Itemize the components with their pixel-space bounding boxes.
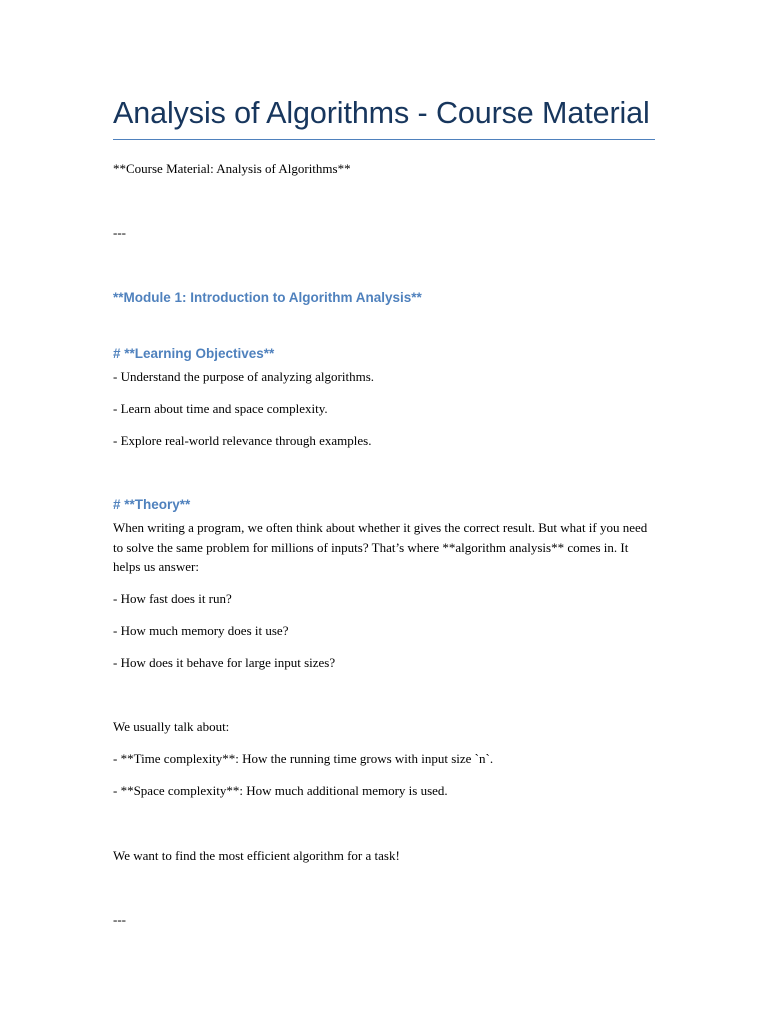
learning-objectives-heading: # **Learning Objectives** (113, 346, 275, 361)
complexity-item: - **Time complexity**: How the running time grows with input size `n`. (113, 751, 494, 766)
objective-item: - Understand the purpose of analyzing algorithms. (113, 369, 375, 384)
subtitle-line: **Course Material: Analysis of Algorithms** (113, 161, 351, 176)
document-title: Analysis of Algorithms - Course Material (113, 96, 650, 130)
question-item: - How much memory does it use? (113, 623, 289, 638)
question-item: - How does it behave for large input sizes? (113, 655, 336, 670)
complexity-item: - **Space complexity**: How much additional memory is used. (113, 783, 448, 798)
question-item: - How fast does it run? (113, 591, 232, 606)
goal-line: We want to find the most efficient algorithm for a task! (113, 848, 400, 863)
title-underline-rule (113, 139, 655, 140)
theory-paragraph: When writing a program, we often think about whether it gives the correct result. But what if you need to solve the same problem for millions of inputs? That’s where **algorithm analysis** comes in. It helps us answer: (113, 520, 648, 575)
separator-line: --- (113, 225, 126, 240)
usually-talk-line: We usually talk about: (113, 719, 230, 734)
objective-item: - Learn about time and space complexity. (113, 401, 328, 416)
separator-line: --- (113, 912, 126, 927)
module-heading: **Module 1: Introduction to Algorithm Analysis** (113, 290, 422, 305)
objective-item: - Explore real-world relevance through examples. (113, 433, 372, 448)
theory-heading: # **Theory** (113, 497, 191, 512)
